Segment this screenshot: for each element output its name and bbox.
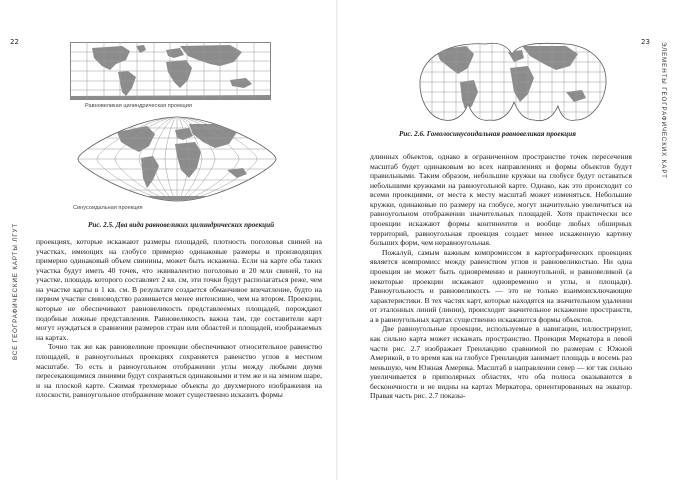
right-body-text xyxy=(370,152,632,401)
right-page-number: 23 xyxy=(641,38,650,46)
left-running-head: ВСЕ ГЕОГРАФИЧЕСКИЕ КАРТЫ ЛГУТ xyxy=(12,222,19,360)
cylindrical-projection-label: Равновеликая цилиндрическая проекция xyxy=(85,103,192,109)
right-paragraph-2: Пожалуй, самым важным компромиссом в картографических проекциях является компромисс между равенством углов и равновеликостью. Ни одна проекция не может быть одновременно и равноугольной, и равновеликой (а некоторые проекции искажают одновременно и углы, и площади). Равноугольность и равновеликость — это не только взаимоисключающие характеристики. В тех частях карт, которые находятся на значительном удалении от эталонных линий (линии), происходит значительное искажение пространств, а в равноугольных картах существенно искажаются формы объектов. xyxy=(370,247,632,324)
goode-map-graphic xyxy=(416,40,610,124)
figure-2-6-caption: Рис. 2.6. Гомолосинусоидальная равновеликая проекция xyxy=(399,130,576,138)
left-paragraph-1: проекциях, которые искажают размеры площадей, плотность поголовья свиней на участках, имеющих на глобусе примерно одинаковые размеры и производящих примерно одинаковый объем свинины, может быть искажена. Если на карте оба таких участка будут иметь 40 точек, что эквивалентно поголовью в 20 млн свиней, то на участке, площадь которого составляет 2 кв. см, эти точки будут располагаться реже, чем на участке карты в 1 кв. см. В результате создается обманчивое впечатление, будто на первом участке свиноводство развивается менее интенсивно, чем на втором. Проекции, которые не обеспечивают равновеликость представлеемых площадей, порождают подобные ложные представления. Равновеликость важна там, где составители карт могут нуждаться в сравнении размеров стран или областей и площадей, изображаемых на картах. xyxy=(36,237,322,342)
sinusoidal-map-graphic xyxy=(77,116,277,202)
goode-homolosine-map xyxy=(416,40,610,124)
right-paragraph-3: Две равноугольные проекции, используемые в навигации, иллюстрируют, как сильно карта может искажать пространство. Проекция Меркатора в левой части рис. 2.7 изображает Гренландию сравнимой по размерам с Южной Америкой, в то время как на глобусе Гренландия занимает площадь в восемь раз меньшую, чем Южная Америка. Масштаб в направлении север — юг так сильно увеличивается в приполярных областях, что оба полюса оказываются в бесконечности и не видны на картах Меркатора, ориентированных на экватор. Правая часть рис. 2.7 показы- xyxy=(370,324,632,401)
left-body-text xyxy=(36,237,322,400)
right-running-head: ЭЛЕМЕНТЫ ГЕОГРАФИЧЕСКИХ КАРТ xyxy=(660,42,667,179)
figure-2-5-caption: Рис. 2.5. Два вида равновеликих цилиндрических проекций xyxy=(88,221,275,229)
cylindrical-equal-area-map xyxy=(70,42,271,100)
left-paragraph-2: Точно так же как равновеликие проекции обеспечивают относительное равенство площадей, в равноугольных проекциях сохраняется равенство углов в местном масштабе. То есть в равноугольном отображении углы между любыми двумя пересекающимися линиями будут сохраняться одинаковыми и тем же и на земном шаре, и на плоской карте. Сжимая трехмерные объекты до двухмерного изображения на плоскости, равноугольное отображение может существенно исказить формы xyxy=(36,342,322,400)
book-spine xyxy=(336,0,338,480)
left-page-number: 22 xyxy=(10,38,19,46)
right-paragraph-1: длинных объектов, однако в ограниченном пространстве точек пересечения масштаб будет одинаковым во всех направлениях и формы объектов будут правильными. Таким образом, небольшие кружки на глобусе будут оставаться небольшими кружками на равноугольной карте. Однако, как это происходит со всеми проекциями, от места к месту масштаб может изменяться. Небольшие кружки, одинаковые по размеру на глобусе, могут значительно увеличиться на равноугольном отображении значительных площадей. Хотя практически все проекции искажают формы континентов и вообще любых обширных территорий, равноугольная проекция создает менее искаженную картину больших форм, чем неравноугольная. xyxy=(370,152,632,248)
cylindrical-map-graphic xyxy=(70,42,271,100)
sinusoidal-projection-label: Синусоидальная проекция xyxy=(73,205,143,211)
sinusoidal-map xyxy=(77,116,277,202)
